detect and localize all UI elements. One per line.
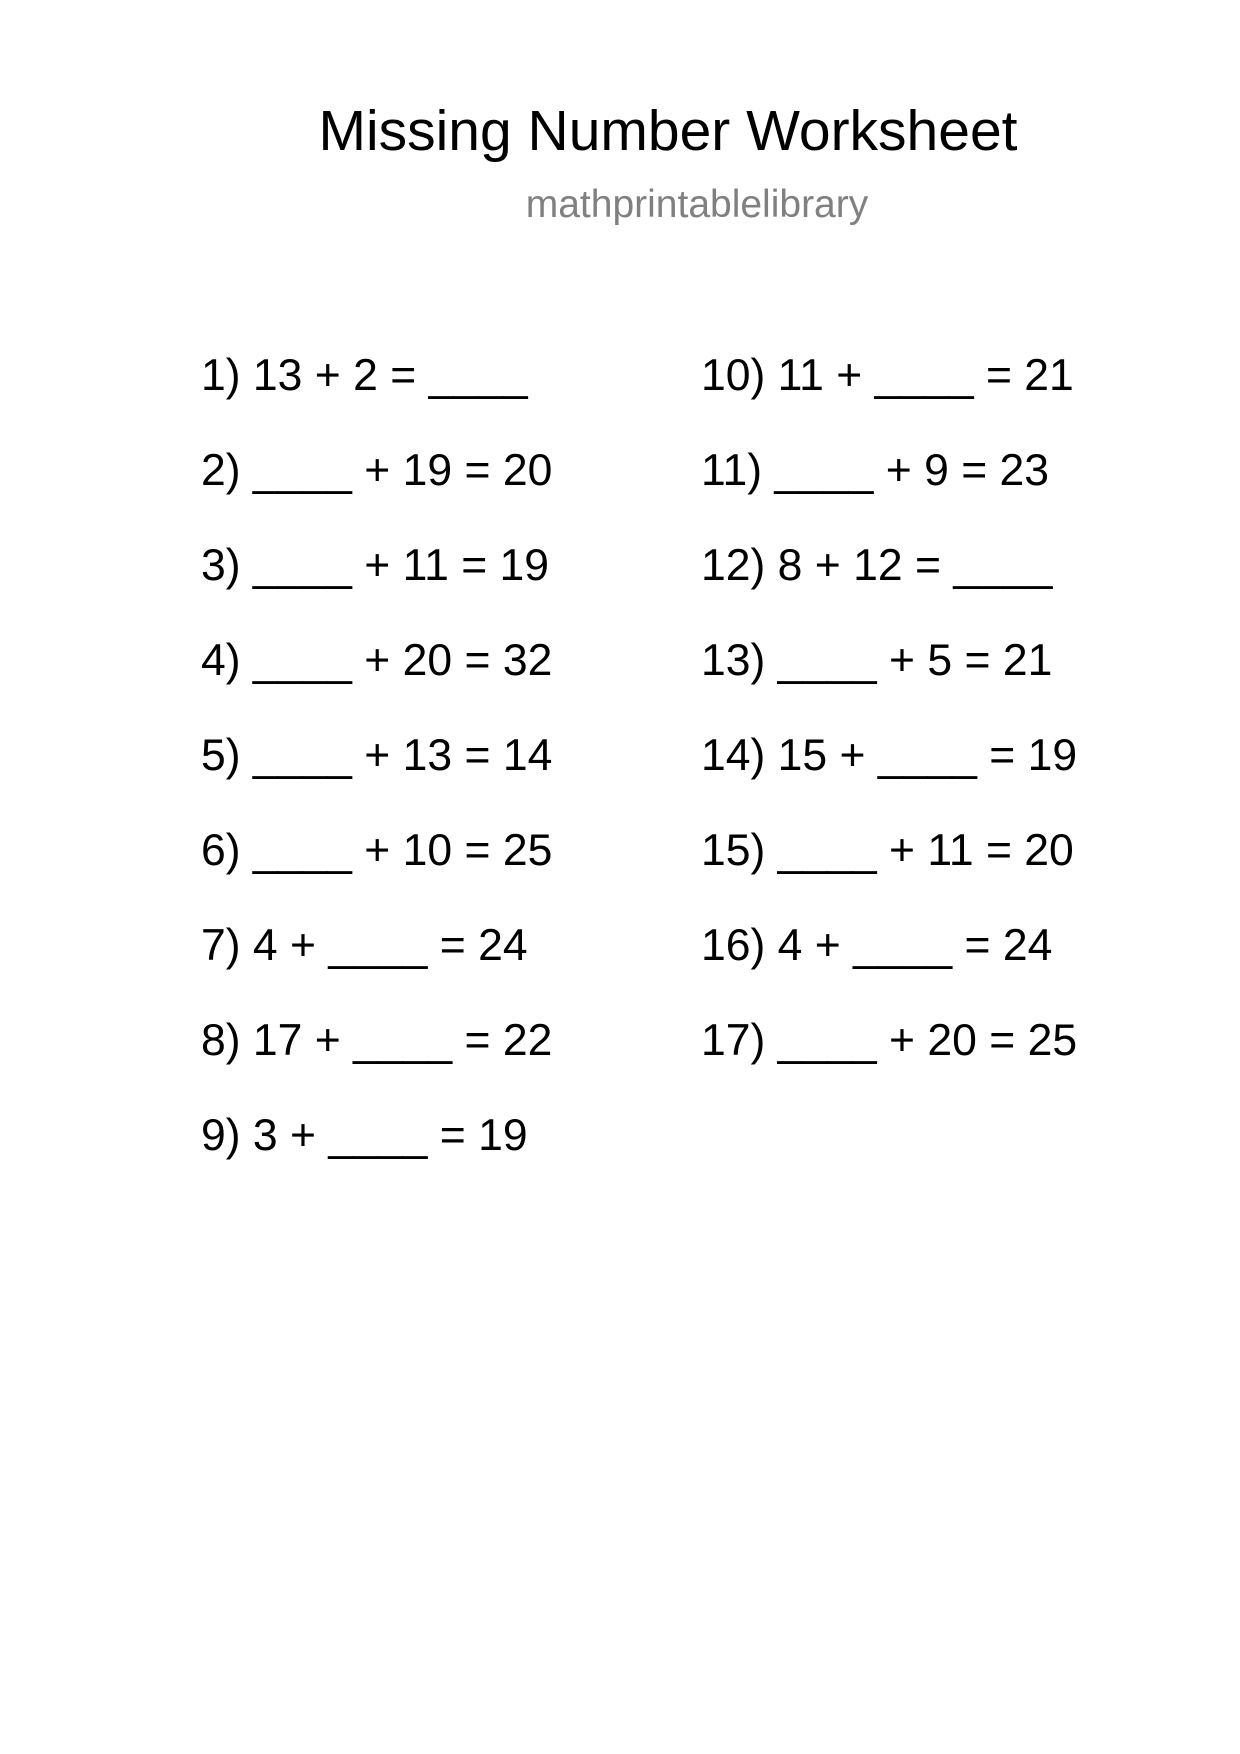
problem-8: 8) 17 + ____ = 22 (201, 1016, 553, 1065)
problem-17: 17) ____ + 20 = 25 (701, 1016, 1078, 1065)
problem-4: 4) ____ + 20 = 32 (201, 636, 553, 685)
problems-left-column (201, 348, 552, 1203)
problem-11: 11) ____ + 9 = 23 (701, 446, 1050, 495)
worksheet-title: Missing Number Worksheet (318, 99, 1018, 163)
problem-13: 13) ____ + 5 = 21 (701, 636, 1053, 685)
problem-12: 12) 8 + 12 = ____ (701, 541, 1053, 590)
problem-16: 16) 4 + ____ = 24 (701, 921, 1053, 970)
problem-6: 6) ____ + 10 = 25 (201, 826, 553, 875)
problems-right-column (701, 348, 1077, 1108)
problem-7: 7) 4 + ____ = 24 (201, 921, 528, 970)
problem-1: 1) 13 + 2 = ____ (201, 351, 528, 400)
problem-15: 15) ____ + 11 = 20 (701, 826, 1074, 875)
problem-9: 9) 3 + ____ = 19 (201, 1111, 528, 1160)
problem-2: 2) ____ + 19 = 20 (201, 446, 553, 495)
problem-10: 10) 11 + ____ = 21 (701, 351, 1074, 400)
problem-5: 5) ____ + 13 = 14 (201, 731, 553, 780)
worksheet-subtitle: mathprintablelibrary (525, 183, 869, 226)
problem-3: 3) ____ + 11 = 19 (201, 541, 550, 590)
problem-14: 14) 15 + ____ = 19 (701, 731, 1078, 780)
